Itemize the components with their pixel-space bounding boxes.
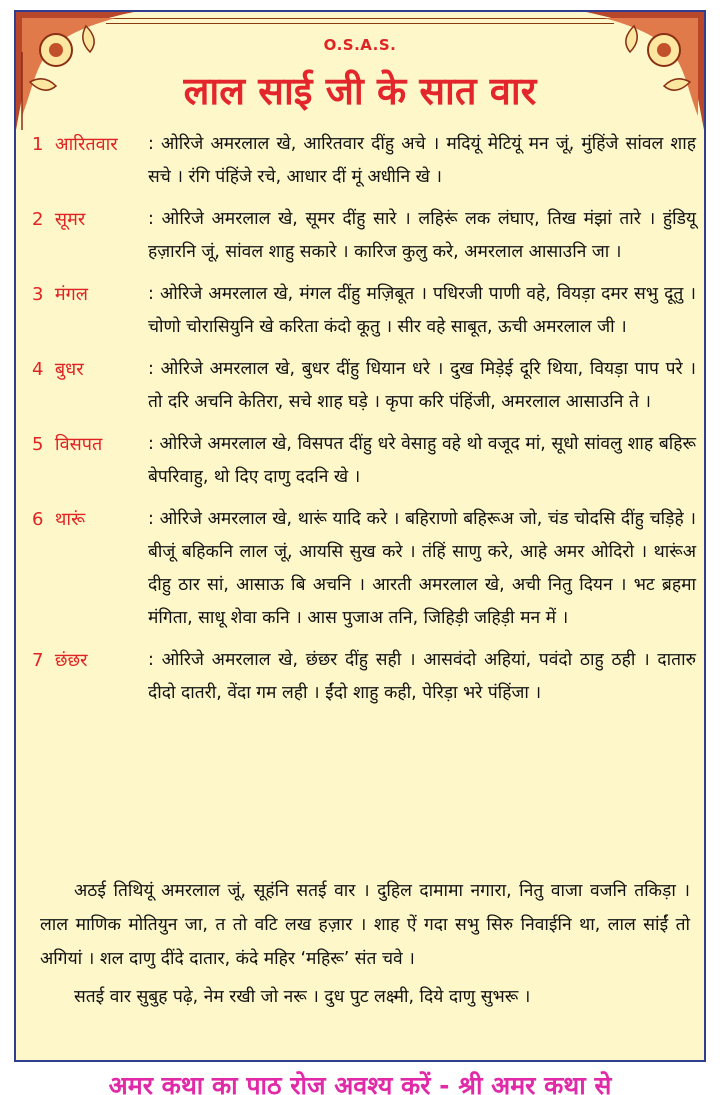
footer-banner [0,1062,720,1095]
days-list [26,128,696,719]
day-number: 5 [32,434,44,455]
page-panel [14,10,706,1062]
day-text: : ओरिजे अमरलाल खे, विसपत दींहु धरे वेसाहु वहे थो वजूद मां, सूधो सांवलु शाह बहिरू बेपरिवाहु, थो दिए दाणु ददनि खे । [148,434,696,487]
day-label [32,278,88,311]
day-entry-1 [26,128,696,194]
footer-text: अमर कथा का पाठ रोज अवश्य करें - श्री अमर कथा से [108,1071,612,1095]
day-entry-7 [26,644,696,710]
day-name: विसपत [54,434,103,455]
day-entry-2 [26,203,696,269]
day-entry-6 [26,503,696,635]
day-label [32,128,118,161]
day-entry-3 [26,278,696,344]
top-border-line [106,18,614,24]
org-name: O.S.A.S. [323,36,397,54]
day-label [32,203,85,236]
day-number: 2 [32,209,44,230]
day-number: 1 [32,134,44,155]
page-title: लाल साई जी के सात वार [183,69,537,113]
day-label [32,428,102,461]
day-label [32,503,85,536]
day-name: छंछर [54,650,88,671]
day-text: : ओरिजे अमरलाल खे, आरितवार दींहु अचे । मदियूं मेटियूं मन जूं, मुंहिंजे सांवल शाह सचे । रंगि पंहिंजे रचे, आधार दीं मूं अधीनि खे । [148,134,696,187]
day-name: सूमर [54,209,86,230]
closing-section [40,874,690,1014]
day-entry-5 [26,428,696,494]
day-number: 3 [32,284,44,305]
day-entry-4 [26,353,696,419]
closing-paragraph-1: अठई तिथियूं अमरलाल जूं, सूहंनि सतई वार । दुहिल दामामा नगारा, नितु वाजा वजनि तकिड़ा । लाल माणिक मोतियुन जा, त तो वटि लख हज़ार । शाह ऐं गदा सभु सिरु निवाईनि था, लाल सांईं तो अगियां । शल दाणु दींदे दातार, कंदे महिर ‘महिरू’ संत चवे । [40,881,690,969]
day-text: : ओरिजे अमरलाल खे, बुधर दींहु धियान धरे । दुख मिड़ेई दूरि थिया, वियड़ा पाप परे । तो दरि अचनि केतिरा, सचे शाह घड़े । कृपा करि पंहिंजी, अमरलाल आसाउनि ते । [148,359,696,412]
day-name: थारूं [54,509,86,530]
day-label [32,644,88,677]
day-name: मंगल [54,284,89,305]
day-number: 4 [32,359,44,380]
day-label [32,353,84,386]
day-number: 7 [32,650,44,671]
day-number: 6 [32,509,44,530]
day-name: आरितवार [54,134,118,155]
day-text: : ओरिजे अमरलाल खे, मंगल दींहु मज़िबूत । पधिरजी पाणी वहे, वियड़ा दमर सभु दूतु । चोणो चोरासियुनि खे करिता कंदो कूतु । सीर वहे साबूत, ऊची अमरलाल जी । [148,284,696,337]
day-text: : ओरिजे अमरलाल खे, छंछर दींहु सही । आसवंदो अहियां, पवंदो ठाहु ठही । दातारु दीदो दातरी, वेंदा गम लही । ईंदो शाहु कही, पेरिड़ा भरे पंहिंजा । [148,650,696,703]
closing-paragraph-2: सतई वार सुबुह पढ़े, नेम रखी जो नरू । दुध पुट लक्ष्मी, दिये दाणु सुभरू । [74,987,531,1007]
day-text: : ओरिजे अमरलाल खे, थारूं यादि करे । बहिराणो बहिरूअ जो, चंड चोदसि दींहु चड़िहे । बीजूं बहिकनि लाल जूं, आयसि सुख करे । तंहिं साणु करे, आहे अमर ओदिरो । थारूंअ दीहु ठार सां, आसाऊ बि अचनि । आरती अमरलाल खे, अची नितु दियन । भट ब्रहमा मंगिता, साधू शेवा कनि । आस पुजाअ तनि, जिहिड़ी जहिड़ी मन में । [148,509,696,628]
day-text: : ओरिजे अमरलाल खे, सूमर दींहु सारे । लहिरूं लक लंघाए, तिख मंझां तारे । हुंडियू हज़ारनि जूं, सांवल शाहु सकारे । कारिज कुलु करे, अमरलाल आसाउनि जा । [148,209,696,262]
day-name: बुधर [54,359,84,380]
